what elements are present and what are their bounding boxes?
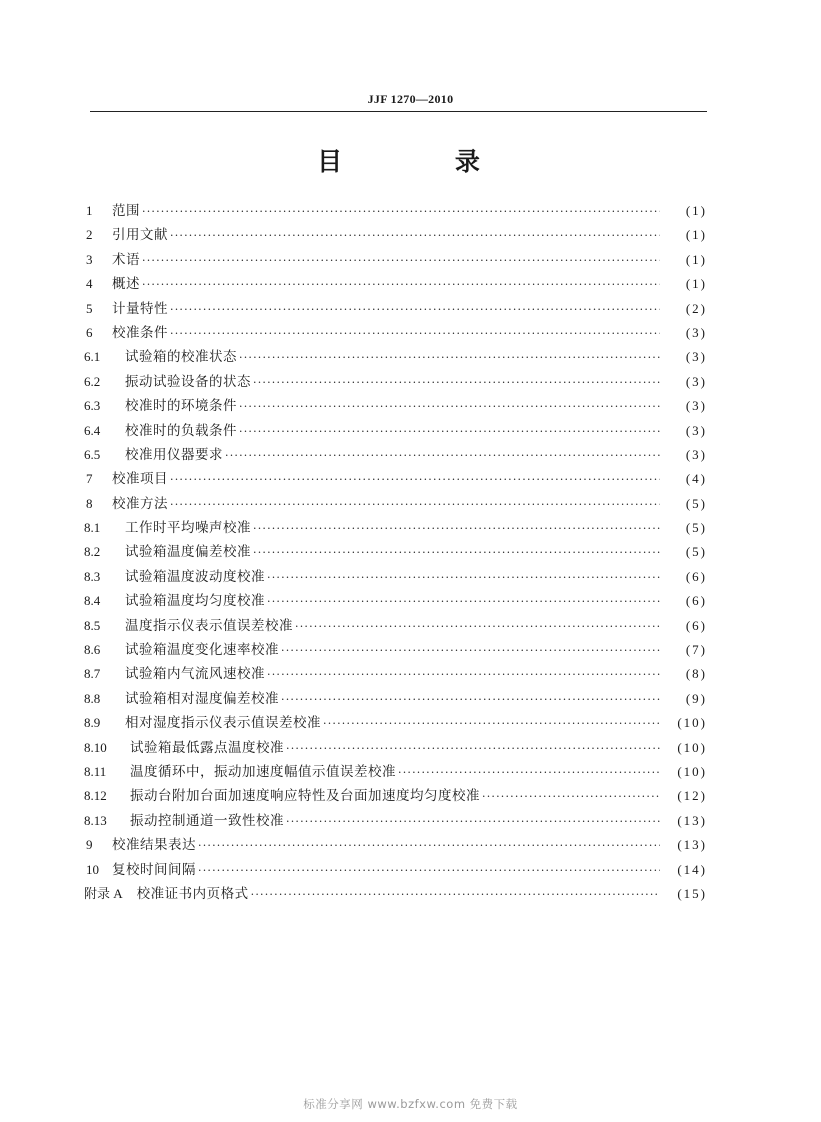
- toc-entry-page: (13): [677, 837, 707, 853]
- toc-entry-label: 计量特性: [112, 300, 168, 317]
- toc-entry-label: 校准用仪器要求: [125, 446, 223, 463]
- toc-leader-dots: [281, 644, 660, 657]
- toc-entry-label: 温度指示仪表示值误差校准: [125, 617, 293, 634]
- toc-entry-number: 8.10: [84, 739, 107, 755]
- toc-entry-number: 6.4: [84, 422, 101, 438]
- toc-entry: [84, 321, 707, 345]
- toc-leader-dots: [198, 864, 660, 877]
- toc-entry-number: 7: [86, 471, 93, 487]
- toc-entry: [84, 858, 707, 882]
- toc-entry-number: 10: [86, 861, 99, 877]
- toc-entry-label: 范围: [112, 203, 140, 219]
- toc-leader-dots: [295, 620, 660, 633]
- toc-entry-page: (5): [685, 520, 707, 536]
- toc-entry-label: 校准结果表达: [112, 837, 196, 854]
- toc-leader-dots: [225, 449, 660, 462]
- toc-entry: [84, 492, 707, 516]
- toc-entry-number: 8: [86, 495, 93, 511]
- toc-entry-page: (12): [677, 788, 707, 804]
- toc-entry-number: 8.12: [84, 788, 107, 804]
- toc-entry-label: 试验箱温度变化速率校准: [125, 642, 279, 659]
- toc-entry-number: 8.13: [84, 812, 107, 828]
- toc-entry: [84, 687, 707, 711]
- toc-entry: [84, 565, 707, 589]
- toc-leader-dots: [267, 668, 660, 681]
- toc-entry-page: (4): [685, 471, 707, 487]
- toc-entry: [84, 833, 707, 857]
- toc-entry-page: (6): [685, 593, 707, 609]
- toc-entry-number: 8.1: [84, 520, 101, 536]
- toc-entry-number: 8.3: [84, 568, 101, 584]
- toc-entry-label: 校准时的负载条件: [125, 422, 237, 439]
- toc-entry: [84, 760, 707, 784]
- table-of-contents: [84, 199, 707, 906]
- toc-entry-label: 温度循环中，振动加速度幅值示值误差校准: [130, 763, 396, 780]
- toc-leader-dots: [170, 303, 660, 316]
- toc-entry: [84, 394, 707, 418]
- toc-entry-number: 8.7: [84, 666, 101, 682]
- toc-leader-dots: [281, 693, 660, 706]
- toc-entry-number: 6.5: [84, 446, 101, 462]
- toc-entry-page: (3): [685, 349, 707, 365]
- toc-entry-number: 8.5: [84, 617, 101, 633]
- toc-entry-page: (3): [685, 446, 707, 462]
- header-rule: [90, 111, 707, 112]
- toc-leader-dots: [170, 498, 660, 511]
- toc-entry-number: 4: [86, 276, 93, 292]
- toc-entry-number: 8.8: [84, 690, 101, 706]
- toc-entry-page: (2): [685, 300, 707, 316]
- toc-entry-page: (10): [677, 763, 707, 779]
- toc-entry-label: 校准项目: [112, 471, 168, 488]
- page-title: 目 录: [317, 147, 532, 176]
- toc-entry-number: 6.1: [84, 349, 101, 365]
- toc-entry-number: 5: [86, 300, 93, 316]
- toc-entry-page: (3): [685, 324, 707, 340]
- toc-entry: [84, 467, 707, 491]
- toc-entry: [84, 199, 707, 223]
- toc-leader-dots: [253, 522, 660, 535]
- toc-leader-dots: [170, 327, 660, 340]
- toc-entry-label: 振动试验设备的状态: [125, 373, 251, 390]
- toc-entry-label: 术语: [112, 251, 140, 268]
- toc-entry-label: 试验箱相对湿度偏差校准: [125, 690, 279, 707]
- toc-leader-dots: [142, 254, 660, 267]
- toc-entry-number: 6.3: [84, 398, 101, 414]
- toc-entry-number: 9: [86, 837, 93, 853]
- document-code: JJF 1270—2010: [367, 92, 454, 106]
- toc-entry: [84, 223, 707, 247]
- toc-entry-page: (1): [685, 276, 707, 292]
- toc-leader-dots: [253, 376, 660, 389]
- toc-entry-label: 相对湿度指示仪表示值误差校准: [125, 715, 321, 732]
- toc-leader-dots: [286, 815, 660, 828]
- toc-entry: [84, 419, 707, 443]
- toc-entry: [84, 370, 707, 394]
- toc-entry: [84, 589, 707, 613]
- toc-entry-page: (6): [685, 617, 707, 633]
- toc-entry: [84, 248, 707, 272]
- toc-entry-label: 工作时平均噪声校准: [125, 520, 251, 537]
- toc-entry-page: (15): [677, 885, 707, 901]
- toc-entry-number: 8.6: [84, 642, 101, 658]
- toc-entry-label: 校准方法: [112, 495, 168, 512]
- toc-entry-number: 3: [86, 251, 93, 267]
- toc-entry-page: (14): [677, 861, 707, 877]
- toc-entry-page: (6): [685, 568, 707, 584]
- toc-entry-label: 试验箱的校准状态: [125, 349, 237, 366]
- toc-entry-label: 校准时的环境条件: [125, 398, 237, 415]
- toc-entry-page: (5): [685, 544, 707, 560]
- toc-entry-label: 试验箱温度均匀度校准: [125, 593, 265, 610]
- toc-leader-dots: [251, 888, 660, 901]
- toc-entry: [84, 662, 707, 686]
- toc-leader-dots: [198, 839, 660, 852]
- toc-leader-dots: [239, 400, 660, 413]
- toc-entry-label: 引用文献: [112, 227, 168, 244]
- toc-leader-dots: [170, 229, 660, 242]
- toc-entry-number: 6.2: [84, 373, 101, 389]
- toc-entry-page: (10): [677, 715, 707, 731]
- toc-entry-label: 试验箱最低露点温度校准: [130, 739, 284, 756]
- toc-leader-dots: [398, 766, 660, 779]
- toc-entry-label: 试验箱内气流风速校准: [125, 666, 265, 683]
- toc-entry-page: (1): [685, 203, 707, 218]
- toc-entry-label: 复校时间间隔: [112, 861, 196, 878]
- toc-leader-dots: [323, 717, 660, 730]
- toc-entry: [84, 736, 707, 760]
- toc-leader-dots: [286, 742, 660, 755]
- toc-entry: [84, 516, 707, 540]
- toc-entry-number: 2: [86, 227, 93, 243]
- toc-entry-page: (3): [685, 422, 707, 438]
- toc-entry-label: 试验箱温度波动度校准: [125, 568, 265, 585]
- toc-entry: [84, 711, 707, 735]
- toc-entry: [84, 809, 707, 833]
- toc-leader-dots: [482, 790, 660, 803]
- toc-entry: [84, 443, 707, 467]
- toc-entry: [84, 272, 707, 296]
- toc-entry: [84, 540, 707, 564]
- toc-entry: [84, 784, 707, 808]
- toc-leader-dots: [142, 278, 660, 291]
- toc-leader-dots: [267, 571, 660, 584]
- toc-entry-label: 校准证书内页格式: [136, 885, 249, 902]
- toc-entry-number: 附录 A: [84, 885, 123, 901]
- toc-entry-page: (3): [685, 398, 707, 414]
- toc-entry-page: (13): [677, 812, 707, 828]
- toc-leader-dots: [239, 425, 660, 438]
- toc-entry-page: (8): [685, 666, 707, 682]
- toc-leader-dots: [267, 595, 660, 608]
- toc-entry-number: 1: [86, 203, 93, 218]
- toc-entry-page: (9): [685, 690, 707, 706]
- toc-entry-page: (1): [685, 251, 707, 267]
- toc-entry-page: (5): [685, 495, 707, 511]
- toc-entry-label: 校准条件: [112, 324, 168, 341]
- toc-leader-dots: [142, 205, 660, 218]
- toc-entry-number: 8.9: [84, 715, 101, 731]
- toc-entry: [84, 345, 707, 369]
- toc-entry-number: 8.11: [84, 763, 107, 779]
- toc-entry-label: 试验箱温度偏差校准: [125, 544, 251, 561]
- watermark-text: 标准分享网 www.bzfxw.com 免费下载: [303, 1097, 518, 1111]
- toc-entry-page: (3): [685, 373, 707, 389]
- toc-leader-dots: [253, 546, 660, 559]
- toc-leader-dots: [170, 473, 660, 486]
- toc-entry: [84, 638, 707, 662]
- toc-entry: [84, 614, 707, 638]
- toc-leader-dots: [239, 351, 660, 364]
- toc-entry-number: 8.4: [84, 593, 101, 609]
- toc-entry-number: 8.2: [84, 544, 101, 560]
- toc-entry-label: 振动控制通道一致性校准: [130, 812, 284, 829]
- toc-entry-page: (1): [685, 227, 707, 243]
- toc-entry: [84, 297, 707, 321]
- toc-entry-number: 6: [86, 324, 93, 340]
- toc-entry-page: (10): [677, 739, 707, 755]
- toc-entry: [84, 882, 707, 906]
- toc-entry-page: (7): [685, 642, 707, 658]
- toc-entry-label: 概述: [112, 276, 140, 293]
- toc-entry-label: 振动台附加台面加速度响应特性及台面加速度均匀度校准: [130, 788, 480, 805]
